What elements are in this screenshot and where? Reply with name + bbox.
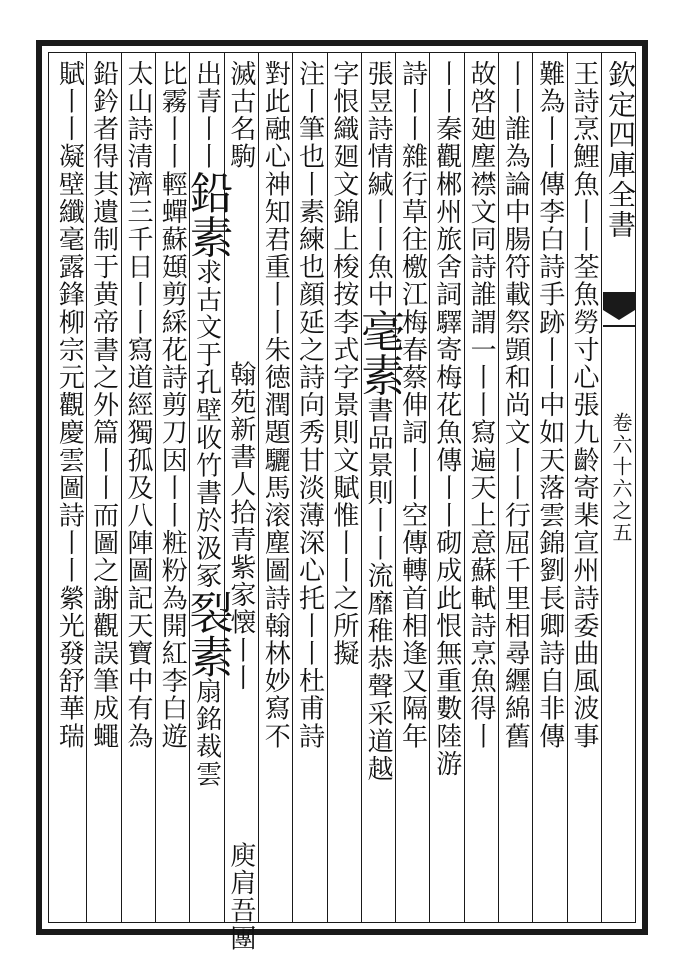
text-segment: 翰苑新書人拾青紫家懐丨丨 — [225, 360, 256, 692]
column-rule — [292, 52, 293, 923]
column-rule — [121, 52, 122, 923]
column-rule — [498, 52, 499, 923]
text-column: 丨丨誰為論中腸符載祭顗和尚文丨丨行屈千里相尋纒綿舊 — [500, 60, 531, 750]
text-column: 字恨織廻文錦上梭按李式字景則文賦惟丨丨之所擬 — [328, 60, 359, 668]
column-rule — [429, 52, 430, 923]
text-column-with-heading — [353, 60, 405, 920]
text-column: 故啓廸塵襟文同詩誰謂一丨丨寫遍天上意蘇軾詩烹魚得丨 — [466, 60, 497, 750]
margin-rule — [601, 52, 602, 923]
text-segment: 書品景則丨丨流靡稚恭聲采道越 — [363, 396, 394, 783]
column-rule — [361, 52, 362, 923]
column-rule — [464, 52, 465, 923]
text-column-with-heading — [181, 60, 233, 920]
entry-heading-haosu: 毫素 — [353, 308, 405, 397]
text-column: 太山詩清濟三千日丨丨寫道經獨孤及八陣圖記天寶中有為 — [122, 60, 153, 750]
text-column: 鉛鈐者得其遺制于黄帝書之外篇丨丨而圖之謝觀誤筆成蠅 — [88, 60, 119, 750]
text-segment: 求古文于孔壁收竹書於汲冢 — [191, 258, 222, 590]
column-rule — [395, 52, 396, 923]
entry-heading-qiansu: 鉛素 — [181, 170, 233, 259]
entry-heading-liesu: 裂素 — [181, 589, 233, 678]
text-segment: 扇銘裁雲 — [191, 677, 222, 789]
fish-tail-mark — [603, 292, 635, 332]
text-column: 詩丨丨雜行草往檄江梅春蔡伸詞丨丨空傳轉首相逢又隔年 — [397, 60, 428, 750]
margin-title: 欽定四庫全書 — [604, 60, 637, 240]
column-rule — [224, 52, 225, 923]
text-segment: 滅古名駒 — [225, 60, 256, 171]
margin-juan-number: 卷六十六之五 — [609, 412, 633, 544]
column-rule — [532, 52, 533, 923]
text-column: 王詩烹鯉魚丨丨荃魚勞寸心張九齡寄棐宣州詩委曲風波事 — [569, 60, 599, 750]
column-rule — [258, 52, 259, 923]
text-segment: 出青丨丨 — [191, 60, 222, 171]
text-segment: 庾肩吾團 — [225, 841, 256, 953]
text-segment: 張昱詩情緘丨丨魚中 — [363, 60, 394, 309]
column-rule — [327, 52, 328, 923]
text-column: 比霧丨丨輕蟬蘇頲剪綵花詩剪刀因丨丨粧粉為開紅李白遊 — [157, 60, 188, 750]
text-column: 難為丨丨傳李白詩手跡丨丨中如天落雲錦劉長卿詩自非傳 — [534, 60, 565, 750]
text-column: 丨丨秦觀郴州旅舍詞驛寄梅花魚傳丨丨砌成此恨無重數陸游 — [431, 60, 462, 778]
column-rule — [155, 52, 156, 923]
text-column: 對此融心神知君重丨丨朱徳潤題驪馬滚塵圖詩翰林妙寫不 — [260, 60, 291, 750]
text-column: 賦丨丨凝壁纖毫露鋒柳宗元觀慶雲圖詩丨丨縈光發舒華瑞 — [54, 60, 85, 750]
column-rule — [567, 52, 568, 923]
text-column: 注丨筆也丨素練也顔延之詩向秀甘淡薄深心托丨丨杜甫詩 — [294, 60, 325, 750]
column-rule — [189, 52, 190, 923]
